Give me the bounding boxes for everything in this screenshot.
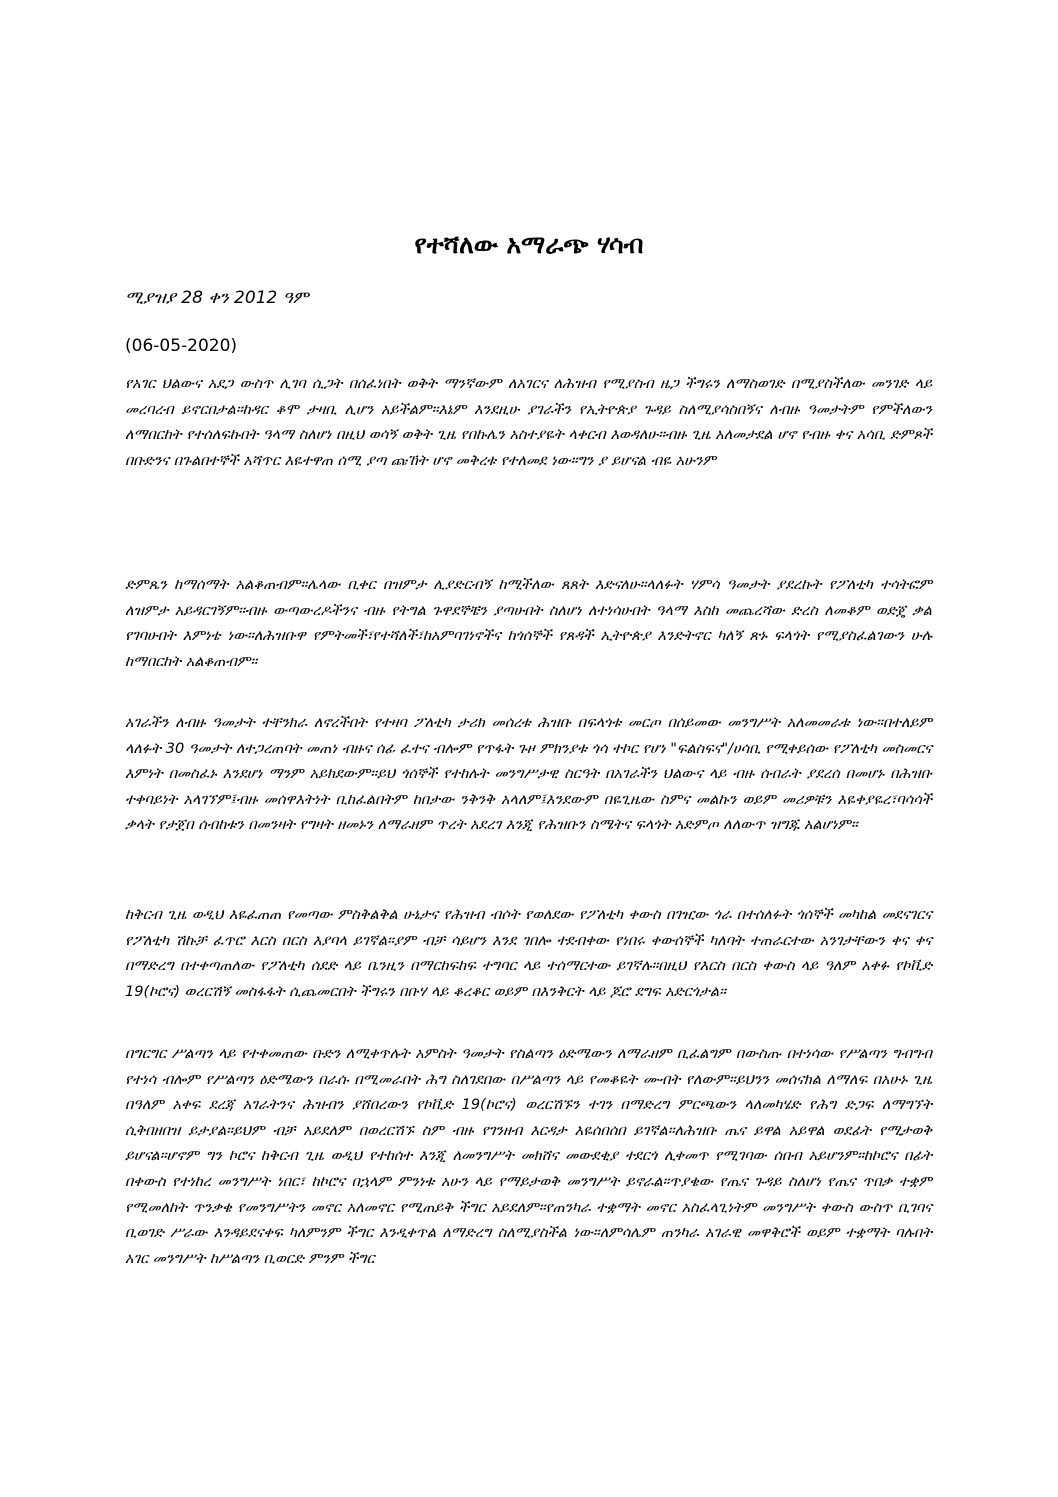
paragraph-5: በግርግር ሥልጣን ላይ የተቀመጠው ቡድን ለሚቀጥሉት አምስት ዓመታት የስልጣን ዕድሜውን ለማራዘም ቢፈልግም በውስጡ በተነሳው የሥልጣን ግብግብ የተነሳ ብሎም የሥልጣን ዕድሜውን በራሱ በሚመራበት ሕግ ስለገደበው በሥልጣን ላይ የመቆዬት ሙብት የለውም።ይህንን መሰናክል ለማለፍ በአሁኑ ጊዜ በዓለም አቀፍ ደረጃ አገራትንና ሕዝብን ያሸበረውን የኮቪድ 19(ኮሮና) ወረርሽኙን ተገን በማድረግ ምርጫውን ላለመካሄድ የሕግ ድጋፍ ለማግኘት ሲቅበዘበዝ ይታያል።ይህም ብቻ አይደለም በወረርሽኙ ስም ብዙ የገንዘብ እርዳታ እዬሰበሰበ ይገኛል።ለሕዝቡ ጤና ይዋል አይዋል ወደፊት የሚታወቅ ይሆናል።ሆኖም ግን ኮሮና ከቅርብ ጊዜ ወዲህ የተከሰተ እንጂ ለመንግሥት መክሸና መውደቂያ ተደርጎ ሊቀመጥ የሚገባው ሰበብ አይሆንም።ከኮሮና በፊት በቀውስ የተነከረ መንግሥት ነበር፣ ከኮሮና በኋላም ምንነቱ አሁን ላይ የማይታወቅ መንግሥት ይኖራል።ጥያቄው የጤና ጉዳይ ስለሆነ የጤና ጥበቃ ተቋም የሚመለከት ጥንቃቄ የመንግሥትን መኖር አለመኖር የሚጠይቅ ችግር አይደለም።የጠንካራ ተቋማት መኖር አስፈላጊነትም መንግሥት ቀውስ ውስጥ ቢገባና ቢወገድ ሥራው እንዳይደናቀፍ ካለምንም ችግር እንዲቀጥል ለማድረግ ስለሚያስችል ነው።ለምሳሌም ጠንካራ አገራዊ መዋቅሮች ወይም ተቋማት ባሉበት አገር መንግሥት ከሥልጣን ቢወርድ ምንም ችግር (125, 1046, 932, 1267)
paragraph-2: ድምጼን ከማሰማት አልቆጠብም።ሌላው ቢቀር በዝምታ ሊያድርብኝ ከሚችለው ጸጸት እድናለሁ።ላለፉት ሃምሳ ዓመታት ያደረኩት የፖለቲካ ተሳትፎም ለዝምታ አይዳርገኝም።ብዙ ውጣውረዶችንና ብዙ የትግል ጉዋደኞቼን ያጣሁበት ስለሆነ ለተነሳሁበት ዓላማ እስከ መጨረሻው ድረስ ለመቆም ወድጄ ቃል የገባሁበት እምነቴ ነው።ለሕዝቡዋ የምትመች፣የተሻለች፣ከአምባገነኖችና ከጎሰኞች የጸዳች ኢትዮጵያ እንድትኖር ካለኝ ጽኑ ፍላጎት የሚያስፈልገውን ሁሉ ከማበርከት አልቆጠብም። (125, 577, 932, 670)
document-title: የተሻለው አማራጭ ሃሳብ (414, 230, 644, 259)
paragraph-3: አገራችን ለብዙ ዓመታት ተቸንክራ ለኖረችበት የተዛባ ፖለቲካ ታሪክ መሰረቱ ሕዝቡ በፍላጎቱ መርጦ በሰይመው መንግሥት አለመመራቱ ነው።በተለይም ላለፉት 30 ዓመታት ለተጋረጠባት መጠነ ብዙና ሰፊ ፈተና ብሎም የጥፋት ጉዞ ምክንያቱ ጎሳ ተኮር የሆነ "ፍልስፍና"/ሀሳቢ የሚቀይሰው የፖለቲካ መስመርና እምነት በመስፈኑ እንደሆነ ማንም አይክደውም።ይህ ጎሰኞች የተከሉት መንግሥታዊ ስርዓት በአገራችን ህልውና ላይ ብዙ ሰብራት ያደረሰ በመሆኑ በሕዝቡ ተቀባይነት አላገኘም፤ብዙ መሰዋእትነት ቢከፈልበትም ከበታው ንቅንቅ አላለም፤እንደውም በዬጊዜው ስምና መልኩን ወይም መሪዎቹን እዬቀያዬረ፣ባሳሳች ቃላት የታጀበ ሰብከቱን በመንዛት የግዛት ዘመኑን ለማራዘም ጥረት አደረገ እንጂ የሕዝቡን ስሜትና ፍላጎት አድምጦ ለለውጥ ዝግጁ አልሆነም። (125, 715, 932, 834)
paragraph-4: ከቅርብ ጊዜ ወዲህ እዬፈጠጠ የመጣው ምስቅልቅል ሁኔታና የሕዝብ ብሶት የወለደው የፖለቲካ ቀውስ በገዢው ጎራ በተሰለፉት ጎሰኞች መካከል መደናገርና የፖለቲካ ሽኩቻ ፈጥሮ እርስ በርስ እያባላ ይገኛል።ያም ብቻ ሳይሆን እንደ ገበሎ ተደብቀው የነበሩ ቀውሰኞች ካለባት ተጠራርተው አንገታቸውን ቀና ቀና በማድረግ በተቀጣጠለው የፖለቲካ ሰደድ ላይ ቤንዚን በማርከፍከፍ ተግባር ላይ ተሰማርተው ይገኛሉ።በዚህ የእርስ በርስ ቀውስ ላይ ዓለም አቀፉ የኮቪድ 19(ኮሮና) ወረርሽኝ መስፋፋት ሲጨመርበት ችግሩን በቡሃ ላይ ቆረቆር ወይም በእንቅርት ላይ ጆሮ ደግፍ አድርጎታል። (125, 907, 932, 1000)
ethiopian-date: ሚያዝያ 28 ቀን 2012 ዓም (125, 288, 309, 308)
paragraph-1: የአገር ህልውና አደጋ ውስጥ ሊገባ ሲጋት በሰፈነበት ወቅት ማንኛውም ለአገርና ለሕዝብ የሚያስብ ዜጋ ችግሩን ለማስወገድ በሚያስችለው መንገድ ላይ መረባረብ ይኖርበታል።ከዳር ቆሞ ታዛቢ ሊሆን አይችልም።እኔም እንደዚሁ ያገራችን የኢትዮጵያ ጉዳይ ስለሚያሳስበኝና ለብዙ ዓመታትም የምችለውን ለማበርከት የተሰለፍኩበት ዓላማ ስለሆነ በዚህ ወሳኝ ወቅት ጊዜ የበኩሌን አስተያዬት ላቀርብ እወዳለሁ።ብዙ ጊዜ አለመታደል ሆኖ የብዙ ቀና አሳቢ ድምጾች በቡድንና በጉልበተኞች አሻጥር እዬተዋጠ ሰሚ ያጣ ጩኸት ሆኖ መቅረቱ የተለመደ ነው።ግን ያ ይሆናል ብዬ አሁንም (125, 376, 932, 469)
gregorian-date: (06-05-2020) (125, 336, 238, 356)
